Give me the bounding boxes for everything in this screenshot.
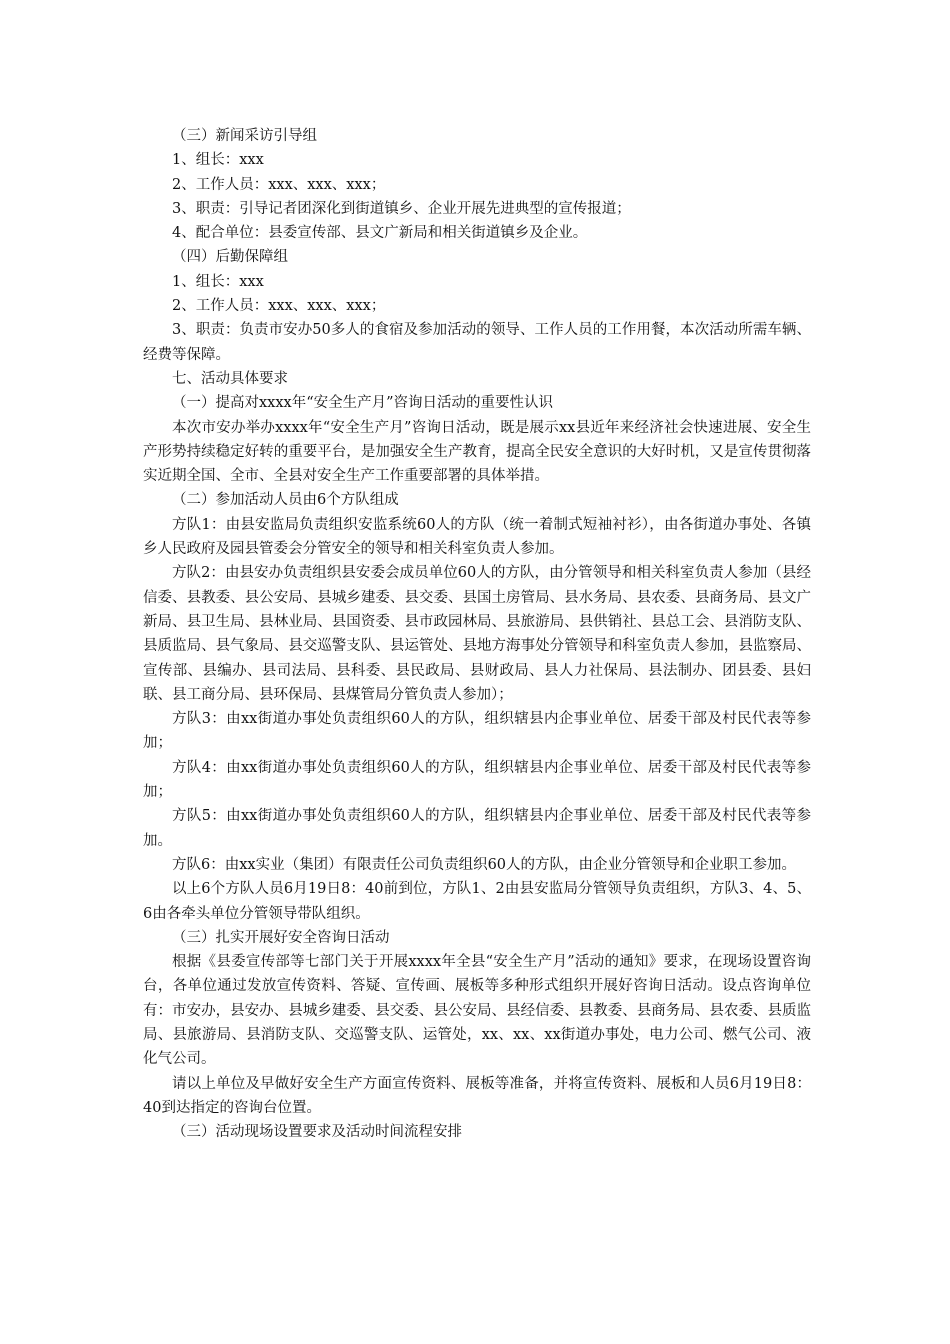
subheading-participants: （二）参加活动人员由6个方队组成	[172, 492, 399, 509]
importance-paragraph: 本次市安办举办xxxx年“安全生产月”咨询日活动，既是展示xx县近年来经济社会快速进展、安全生产形势持续稳定好转的重要平台，是加强安全生产教育，提高全民安全意识的大好时机，又是宣传贯彻落实近期全国、全市、全县对安全生产工作重要部署的具体举措。	[143, 419, 811, 485]
preparation-paragraph: 请以上单位及早做好安全生产方面宣传资料、展板等准备，并将宣传资料、展板和人员6月19日8：40到达指定的咨询台位置。	[143, 1075, 811, 1116]
news-group-staff: 2、工作人员：xxx、xxx、xxx；	[172, 176, 386, 193]
subheading-importance: （一）提高对xxxx年“安全生产月”咨询日活动的重要性认识	[172, 395, 554, 412]
subheading-site-setup: （三）活动现场设置要求及活动时间流程安排	[172, 1124, 462, 1141]
team-5-paragraph: 方队5：由xx街道办事处负责组织60人的方队，组织辖县内企事业单位、居委干部及村民代表等参加。	[143, 808, 811, 849]
team-4-paragraph: 方队4：由xx街道办事处负责组织60人的方队，组织辖县内企事业单位、居委干部及村民代表等参加；	[143, 759, 811, 801]
document-body	[143, 124, 811, 1144]
team-6-paragraph: 方队6：由xx实业（集团）有限责任公司负责组织60人的方队，由企业分管领导和企业职工参加。	[172, 856, 797, 873]
subheading-consultation: （三）扎实开展好安全咨询日活动	[172, 929, 390, 946]
news-group-duty: 3、职责：引导记者团深化到街道镇乡、企业开展先进典型的宣传报道；	[172, 200, 631, 217]
team-3-paragraph: 方队3：由xx街道办事处负责组织60人的方队，组织辖县内企事业单位、居委干部及村民代表等参加；	[143, 711, 811, 752]
logistics-group-leader: 1、组长：xxx	[172, 273, 264, 290]
heading-news-group: （三）新闻采访引导组	[172, 128, 317, 144]
heading-section-seven: 七、活动具体要求	[172, 370, 288, 387]
heading-logistics-group: （四）后勤保障组	[172, 249, 288, 266]
consultation-paragraph: 根据《县委宣传部等七部门关于开展xxxx年全县“安全生产月”活动的通知》要求，在现场设置咨询台，各单位通过发放宣传资料、答疑、宣传画、展板等多种形式组织开展好咨询日活动。设点咨询单位有：市安办，县安办、县城乡建委、县交委、县公安局、县经信委、县教委、县商务局、县农委、县质监局、县旅游局、县消防支队、交巡警支队、运管处，xx、xx、xx街道办事处，电力公司、燃气公司、液化气公司。	[143, 954, 811, 1068]
logistics-group-duty: 3、职责：负责市安办50多人的食宿及参加活动的领导、工作人员的工作用餐，本次活动所需车辆、经费等保障。	[143, 322, 811, 363]
team-1-paragraph: 方队1：由县安监局负责组织安监系统60人的方队（统一着制式短袖衬衫），由各街道办事处、各镇乡人民政府及园县管委会分管安全的领导和相关科室负责人参加。	[143, 516, 811, 558]
teams-arrival-paragraph: 以上6个方队人员6月19日8：40前到位，方队1、2由县安监局分管领导负责组织，方队3、4、5、6由各牵头单位分管领导带队组织。	[143, 881, 811, 922]
news-group-partners: 4、配合单位：县委宣传部、县文广新局和相关街道镇乡及企业。	[172, 225, 588, 242]
team-2-paragraph: 方队2：由县安办负责组织县安委会成员单位60人的方队，由分管领导和相关科室负责人参加（县经信委、县教委、县公安局、县城乡建委、县交委、县国土房管局、县水务局、县农委、县商务局、县文广新局、县卫生局、县林业局、县国资委、县市政园林局、县旅游局、县供销社、县总工会、县消防支队、县质监局、县气象局、县交巡警支队、县运管处、县地方海事处分管领导和科室负责人参加，县监察局、宣传部、县编办、县司法局、县科委、县民政局、县财政局、县人力社保局、县法制办、团县委、县妇联、县工商分局、县环保局、县煤管局分管负责人参加）；	[143, 565, 811, 703]
logistics-group-staff: 2、工作人员：xxx、xxx、xxx；	[172, 298, 386, 315]
news-group-leader: 1、组长：xxx	[172, 152, 264, 169]
